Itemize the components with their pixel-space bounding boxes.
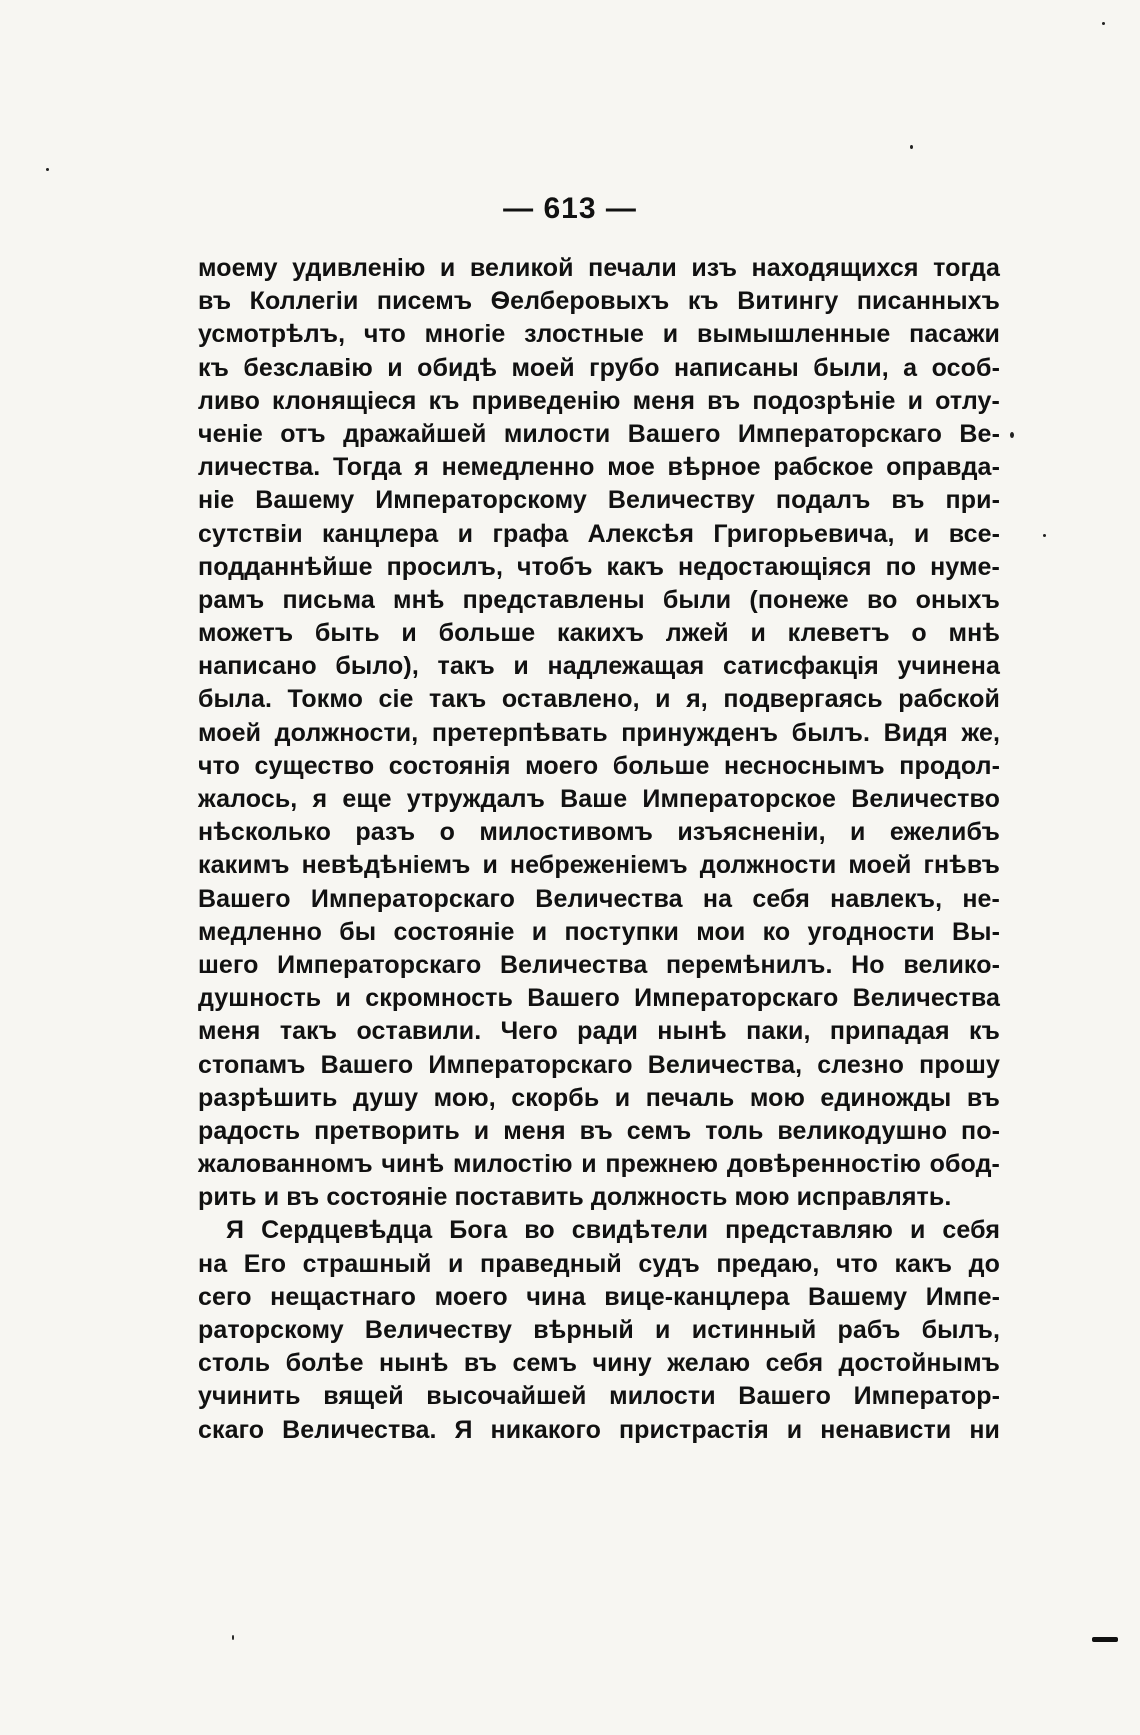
text-line: что существо состоянія моего больше несноснымъ продол- [198,751,1000,780]
text-line: разрѣшить душу мою, скорбь и печаль мою единожды въ [198,1083,1000,1112]
text-line: ніе Вашему Императорскому Величеству подалъ въ при- [198,486,1000,515]
scan-mark [1092,1637,1118,1642]
text-line: Я Сердцевѣдца Бога во свидѣтели представляю и себя [226,1216,1000,1245]
text-line: можетъ быть и больше какихъ лжей и клеветъ о мнѣ [198,619,1000,648]
scan-speck [1043,534,1046,537]
text-line: къ безславію и обидѣ моей грубо написаны были, а особ- [198,353,1000,382]
paragraph-2 [198,1214,1000,1446]
text-line: подданнѣйше просилъ, чтобъ какъ недостающіяся по нуме- [198,552,1000,581]
paragraph-1 [198,252,1000,1214]
text-line: жалось, я еще утруждалъ Ваше Императорское Величество [198,785,1000,813]
text-line: рить и въ состояніе поставить должность мою исправлять. [198,1183,952,1212]
body-text [198,252,1000,1447]
text-line: жалованномъ чинѣ милостію и прежнею довѣренностію обод- [198,1150,1000,1179]
text-line: радость претворить и меня въ семъ толь великодушно по- [198,1116,1000,1145]
text-line: личества. Тогда я немедленно мое вѣрное рабское оправда- [198,453,1000,482]
text-line: рамъ письма мнѣ представлены были (понеже во оныхъ [198,585,1000,614]
text-line: моей должности, претерпѣвать принужденъ былъ. Видя же, [198,718,1000,747]
text-line: ченіе отъ дражайшей милости Вашего Императорскаго Ве- [198,419,1000,448]
text-line: душность и скромность Вашего Императорскаго Величества [198,984,1000,1013]
text-line: нѣсколько разъ о милостивомъ изъясненіи, и ежелибъ [198,818,1000,847]
page-number: — 613 — [503,192,637,225]
text-line: раторскому Величеству вѣрный и истинный рабъ былъ, [198,1316,1000,1344]
text-line: стопамъ Вашего Императорскаго Величества, слезно прошу [198,1050,1000,1079]
text-line: на Его страшный и праведный судъ предаю, что какъ до [198,1249,1000,1278]
text-line: Вашего Императорскаго Величества на себя навлекъ, не- [198,884,1000,913]
scan-speck [1010,432,1014,438]
scan-speck [910,145,913,149]
text-line: написано было), такъ и надлежащая сатисфакція учинена [198,652,1000,681]
text-line: моему удивленію и великой печали изъ находящихся тогда [198,254,1000,282]
text-line: меня такъ оставили. Чего ради нынѣ паки, припадая къ [198,1017,1000,1046]
text-line: была. Токмо сіе такъ оставлено, и я, подвергаясь рабской [198,685,1000,714]
text-line: сего нещастнаго моего чина вице-канцлера Вашему Импе- [198,1282,1000,1311]
text-line: въ Коллегіи писемъ Ѳелберовыхъ къ Витингу писанныхъ [198,287,1000,316]
text-line: столь болѣе нынѣ въ семъ чину желаю себя достойнымъ [198,1349,1000,1378]
text-line: сутствіи канцлера и графа Алексѣя Григорьевича, и все- [198,519,1000,548]
text-line: медленно бы состояніе и поступки мои ко угодности Вы- [198,917,1000,946]
scan-speck [1102,22,1105,25]
text-line: скаго Величества. Я никакого пристрастія и ненависти ни [198,1415,1000,1444]
scan-speck [46,168,49,171]
text-line: ливо клонящіеся къ приведенію меня въ подозрѣніе и отлу- [198,386,1000,415]
text-line: учинить вящей высочайшей милости Вашего Император- [198,1382,1000,1411]
text-line: какимъ невѣдѣніемъ и небреженіемъ должности моей гнѣвъ [198,851,1000,880]
text-line: усмотрѣлъ, что многіе злостные и вымышленные пасажи [198,320,1000,349]
scan-speck [232,1635,234,1640]
text-line: шего Императорскаго Величества перемѣнилъ. Но велико- [198,950,1000,979]
